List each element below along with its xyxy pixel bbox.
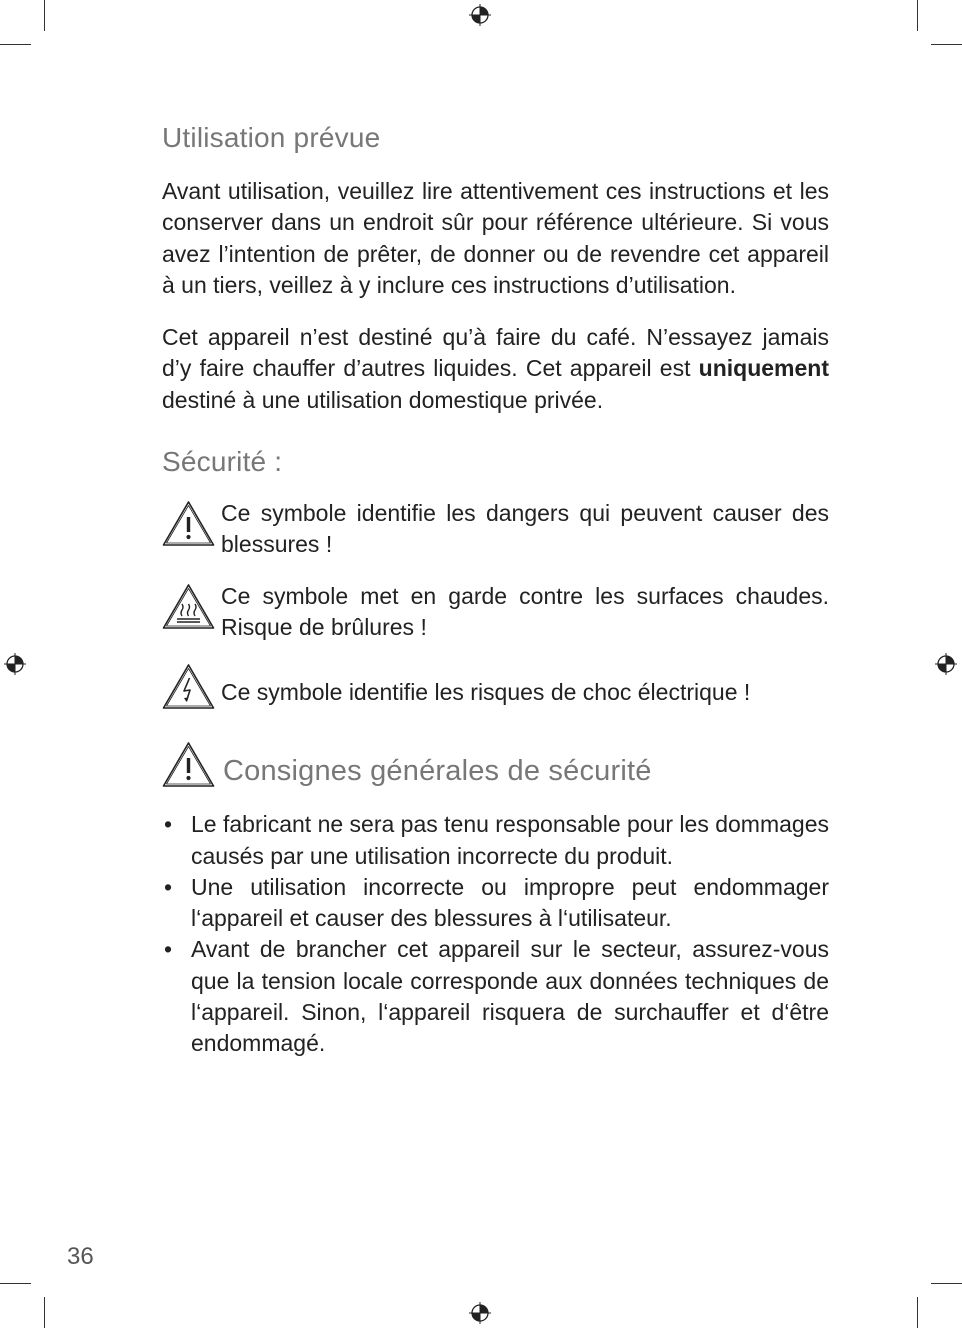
electric-shock-icon [162,663,215,711]
crop-mark [0,1283,31,1284]
section-title-general: Consignes générales de sécurité [223,755,652,788]
warning-icon [162,500,215,548]
crop-mark [44,0,45,31]
section-title-general-row [162,741,829,789]
crop-mark [44,1297,45,1328]
registration-mark-icon [469,4,491,26]
registration-mark-icon [4,653,26,675]
registration-mark-icon [469,1302,491,1324]
safety-symbol-row [162,581,829,644]
crop-mark [917,1297,918,1328]
page-number: 36 [67,1243,94,1270]
safety-symbol-text: Ce symbole identifie les dangers qui peuvent causer des blessures ! [221,500,829,558]
hot-surface-icon [162,583,215,631]
crop-mark [931,44,962,45]
crop-mark [917,0,918,31]
crop-mark [931,1283,962,1284]
emphasis-uniquement: uniquement [698,355,829,382]
list-item: • Avant de brancher cet appareil sur le secteur, assurez-vous que la tension locale corresponde aux données techniques de l‘appareil. Sinon, l‘appareil risquera de surchauffer et d‘être endommagé. [162,934,829,1059]
safety-symbol-text: Ce symbole met en garde contre les surfaces chaudes. Risque de brûlures ! [221,582,829,640]
intended-use-paragraph-1: Avant utilisation, veuillez lire attentivement ces instructions et les conserver dans un endroit sûr pour référence ultérieure. Si vous avez l’intention de prêter, de donner ou de revendre cet appareil à un tiers, veillez à y inclure ces instructions d’utilisation. [162,178,829,298]
intended-use-paragraph-2: Cet appareil n’est destiné qu’à faire du café. N’essayez jamais d’y faire chauffer d’autres liquides. Cet appareil est uniquement destiné à une utilisation domestique privée. [162,324,829,413]
page-content [162,122,829,1060]
safety-symbol-row [162,663,829,711]
section-title-safety: Sécurité : [162,446,283,478]
crop-mark [0,44,31,45]
safety-symbol-row [162,498,829,561]
general-safety-list [162,809,829,1059]
safety-symbol-text: Ce symbole identifie les risques de choc électrique ! [221,678,751,705]
warning-icon [162,741,215,789]
section-title-intended-use: Utilisation prévue [162,122,381,153]
list-item: • Une utilisation incorrecte ou impropre peut endommager l‘appareil et causer des blessures à l‘utilisateur. [162,872,829,935]
list-item: • Le fabricant ne sera pas tenu responsable pour les dommages causés par une utilisation incorrecte du produit. [162,809,829,872]
registration-mark-icon [935,653,957,675]
